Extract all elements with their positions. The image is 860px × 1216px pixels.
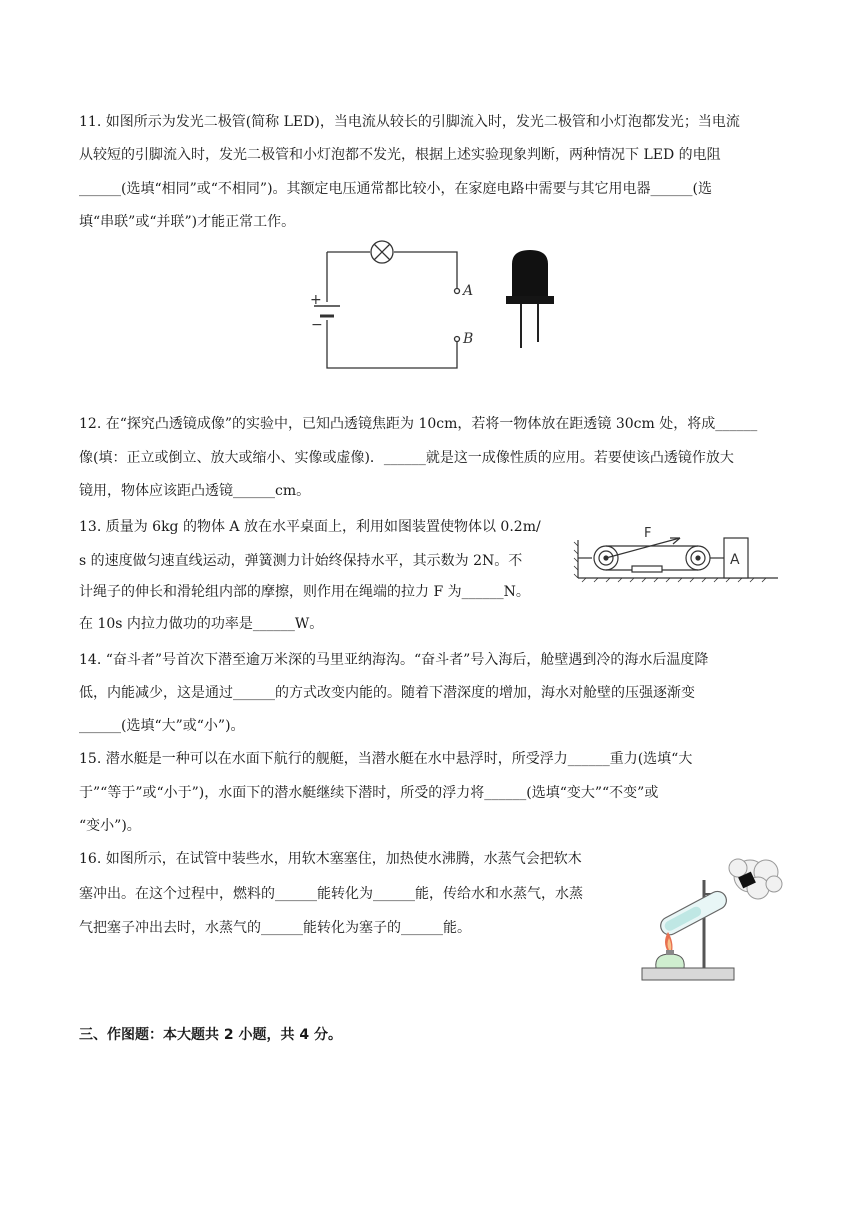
battery-minus-label: − [311, 317, 323, 333]
q11-line-3: ______(选填“相同”或“不相同”)。其额定电压通常都比较小，在家庭电路中需要与其它用电器______(选 [79, 181, 713, 197]
q13-line-1: 13. 质量为 6kg 的物体 A 放在水平桌面上，利用如图装置使物体以 0.2m/ [79, 519, 541, 535]
q13-pulley-diagram [572, 520, 782, 586]
terminal-b-label: B [463, 331, 474, 347]
q14-line-3: ______(选填“大”或“小”)。 [79, 718, 245, 734]
q11-circuit-diagram [300, 238, 500, 378]
q15-line-3: “变小”)。 [79, 818, 141, 834]
q12-line-1: 12. 在“探究凸透镜成像”的实验中，已知凸透镜焦距为 10cm，若将一物体放在距透镜 30cm 处，将成______ [79, 416, 758, 432]
q16-line-3: 气把塞子冲出去时，水蒸气的______能转化为塞子的______能。 [79, 920, 471, 936]
battery-plus-label: + [310, 292, 322, 308]
q16-test-tube-diagram [634, 850, 784, 985]
block-a-label: A [730, 552, 740, 568]
q15-line-2: 于”“等于”或“小于”)，水面下的潜水艇继续下潜时，所受的浮力将______(选填“变大”“不变”或 [79, 785, 659, 801]
q13-line-2: s 的速度做匀速直线运动，弹簧测力计始终保持水平，其示数为 2N。不 [79, 553, 523, 569]
q11-line-1: 11. 如图所示为发光二极管(简称 LED)，当电流从较长的引脚流入时，发光二极管和小灯泡都发光；当电流 [79, 114, 740, 130]
q11-line-4: 填“串联”或“并联”)才能正常工作。 [79, 214, 296, 230]
q15-line-1: 15. 潜水艇是一种可以在水面下航行的舰艇，当潜水艇在水中悬浮时，所受浮力______重力(选填“大 [79, 751, 693, 767]
q14-line-2: 低，内能减少，这是通过______的方式改变内能的。随着下潜深度的增加，海水对舱壁的压强逐渐变 [79, 685, 695, 701]
section-3-heading: 三、作图题：本大题共 2 小题，共 4 分。 [79, 1027, 342, 1043]
q12-line-2: 像(填：正立或倒立、放大或缩小、实像或虚像)．______就是这一成像性质的应用。若要使该凸透镜作放大 [79, 450, 734, 466]
force-f-label: F [644, 526, 652, 541]
led-icon [498, 244, 564, 354]
q16-line-1: 16. 如图所示，在试管中装些水，用软木塞塞住，加热使水沸腾，水蒸气会把软木 [79, 851, 582, 867]
q12-line-3: 镜用，物体应该距凸透镜______cm。 [79, 483, 311, 499]
q13-line-3: 计绳子的伸长和滑轮组内部的摩擦，则作用在绳端的拉力 F 为______N。 [79, 584, 530, 600]
q14-line-1: 14. “奋斗者”号首次下潜至逾万米深的马里亚纳海沟。“奋斗者”号入海后，舱壁遇到冷的海水后温度降 [79, 652, 709, 668]
q11-line-2: 从较短的引脚流入时，发光二极管和小灯泡都不发光，根据上述实验现象判断，两种情况下 LED 的电阻 [79, 147, 721, 163]
q13-line-4: 在 10s 内拉力做功的功率是______W。 [79, 616, 324, 632]
q16-line-2: 塞冲出。在这个过程中，燃料的______能转化为______能，传给水和水蒸气，水蒸 [79, 886, 583, 902]
terminal-a-label: A [463, 283, 474, 299]
